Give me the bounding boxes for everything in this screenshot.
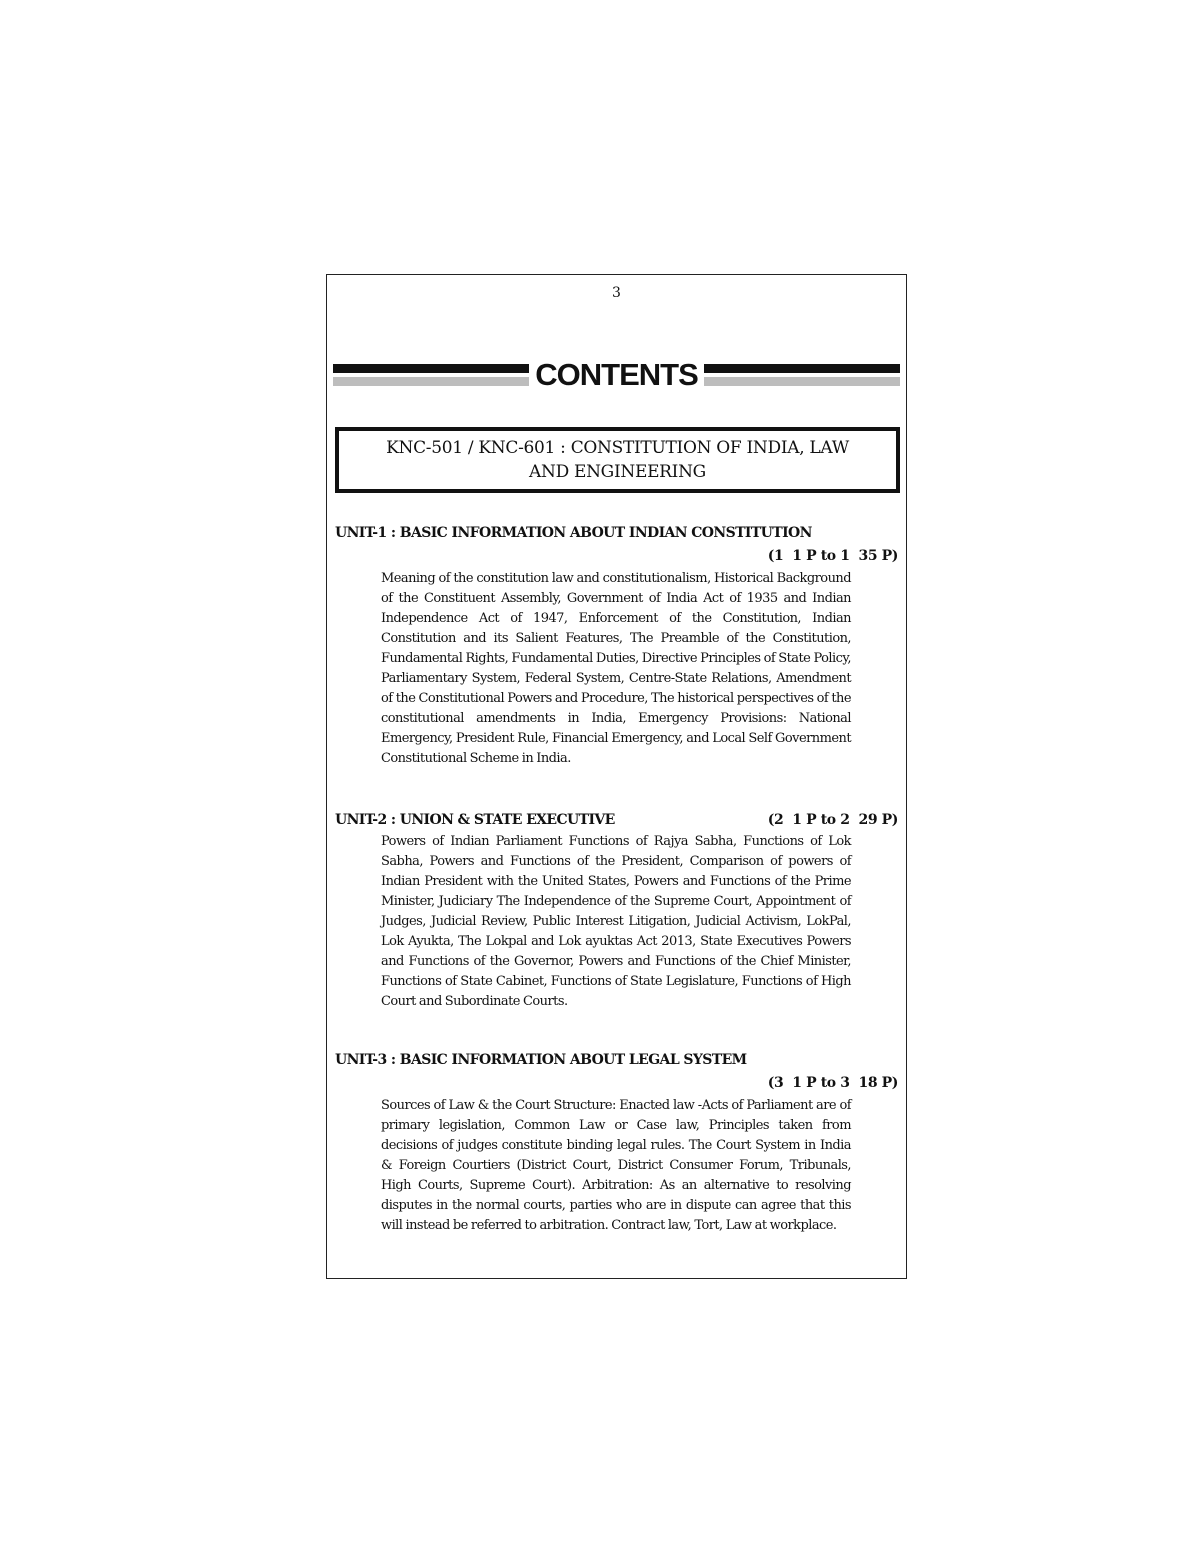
unit-2-heading: [335, 812, 898, 832]
unit-3-description: Sources of Law & the Court Structure: Enacted law -Acts of Parliament are of primary legislation, Common Law or Case law, Principles taken from decisions of judges constitute binding legal rules. The Court System in India & Foreign Courtiers (District Court, District Consumer Forum, Tribunals, High Courts, Supreme Court). Arbitration: As an alternative to resolving disputes in the normal courts, parties who are in dispute can agree that this will instead be referred to arbitration. Contract law, Tort, Law at workplace.: [381, 1098, 851, 1233]
unit-3-page-range: (3 1 P to 3 18 P): [767, 1075, 898, 1091]
unit-1-section: [335, 525, 898, 769]
unit-2-description: Powers of Indian Parliament Functions of Rajya Sabha, Functions of Lok Sabha, Powers and Functions of the President, Comparison of powers of Indian President with the United States, Powers and Functions of the Prime Minister, Judiciary The Independence of the Supreme Court, Appointment of Judges, Judicial Review, Public Interest Litigation, Judicial Activism, LokPal, Lok Ayukta, The Lokpal and Lok ayuktas Act 2013, State Executives Powers and Functions of the Governor, Powers and Functions of the Chief Minister, Functions of State Cabinet, Functions of State Legislature, Functions of High Court and Subordinate Courts.: [381, 834, 851, 1009]
contents-banner: [333, 359, 900, 393]
unit-1-title: UNIT-1 : BASIC INFORMATION ABOUT INDIAN CONSTITUTION: [335, 525, 812, 541]
course-title-line-2: AND ENGINEERING: [529, 462, 706, 482]
contents-title: CONTENTS: [535, 357, 698, 392]
page-number: 3: [612, 285, 621, 301]
unit-3-title: UNIT-3 : BASIC INFORMATION ABOUT LEGAL SYSTEM: [335, 1052, 747, 1068]
course-title: [386, 436, 849, 484]
unit-3-section: [335, 1052, 898, 1236]
unit-1-description: Meaning of the constitution law and constitutionalism, Historical Background of the Constituent Assembly, Government of India Act of 1935 and Indian Independence Act of 1947, Enforcement of the Constitution, Indian Constitution and its Salient Features, The Preamble of the Constitution, Fundamental Rights, Fundamental Duties, Directive Principles of State Policy, Parliamentary System, Federal System, Centre-State Relations, Amendment of the Constitutional Powers and Procedure, The historical perspectives of the constitutional amendments in India, Emergency Provisions: National Emergency, President Rule, Financial Emergency, and Local Self Government Constitutional Scheme in India.: [381, 571, 851, 766]
course-title-line-1: KNC-501 / KNC-601 : CONSTITUTION OF INDIA, LAW: [386, 438, 849, 458]
unit-1-heading: [335, 525, 898, 569]
unit-3-heading: [335, 1052, 898, 1096]
course-title-box: [335, 427, 900, 493]
unit-2-page-range: (2 1 P to 2 29 P): [767, 812, 898, 828]
unit-1-page-range: (1 1 P to 1 35 P): [767, 548, 898, 564]
page-frame: [326, 274, 907, 1279]
unit-2-section: [335, 812, 898, 1012]
unit-2-title: UNIT-2 : UNION & STATE EXECUTIVE: [335, 812, 615, 828]
